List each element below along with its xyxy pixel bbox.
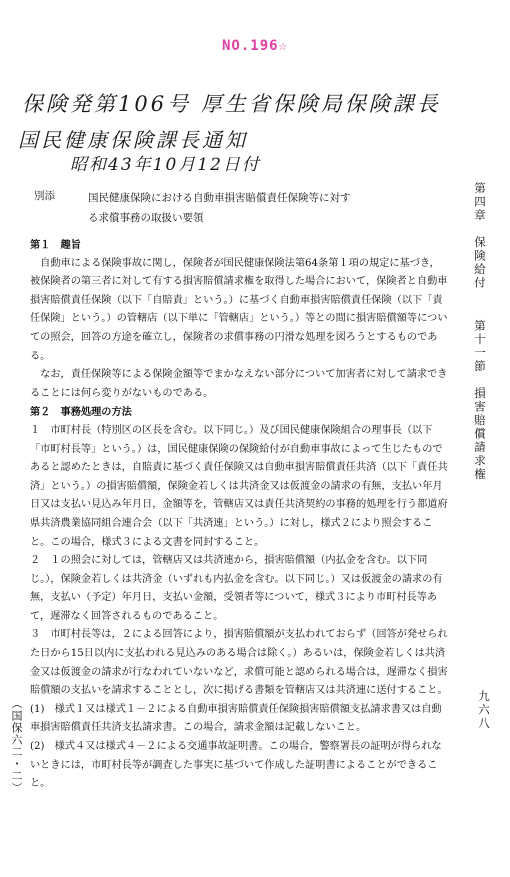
handwritten-note-line1: 保険発第106号 厚生省保険局保険課長 [22,92,441,116]
document-title-line2: る求償事務の取扱い要領 [88,212,204,224]
handwritten-note-line2: 国民健康保険課長通知 [18,128,248,152]
document-title [88,188,418,228]
paragraph: １ 市町村長（特別区の区長を含む。以下同じ。）及び国民健康保険組合の理事長（以下「市町村長等」という。）は，国民健康保険の保険給付が自動車事故によって生じたものであると認めたときは，自賠責に基づく責任保険又は自動車損害賠償責任共済（以下「責任共済」という。）の損害賠償額，保険金若しくは共済金又は仮渡金の請求の有無，支払い年月日又は支払い見込み年月日，金額等を，管轄店又は責任共済契約の事務的処理を行う都道府県共済農業協同組合連合会（以下「共済連」という。）に対し，様式２により照会すること。この場合，様式３による文書を同封すること。 [30,424,448,548]
chapter-label: 第四章 保険給付 [473,182,487,290]
page-folio: 九六八 [477,690,491,731]
section-heading: 第２ 事務処理の方法 [30,406,132,419]
document-body [30,236,448,794]
paragraph: なお，責任保険等による保険金額等でまかなえない部分について加害者に対して請求できることには何ら変りがないものである。 [30,369,448,399]
section-heading: 第１ 趣旨 [30,239,81,251]
document-title-line1: 国民健康保険における自動車損害賠償責任保険等に対す [88,192,351,204]
section-label: 第十一節 損害賠償請求権 [473,319,487,482]
attachment-label: 別添 [34,190,55,202]
paragraph: (2) 様式４又は様式４－２による交通事故証明書。この場合，警察署長の証明が得られないときには，市町村長等が調査した事実に基づいて作成した証明書によることができること。 [30,741,442,790]
paragraph: (1) 様式１又は様式１－２による自動車損害賠償責任保険損害賠償額支払請求書又は自動車損害賠償責任共済支払請求書。この場合，請求金額は記載しないこと。 [30,703,442,734]
paragraph: ２ １の照会に対しては，管轄店又は共済連から，損害賠償額（内払金を含む。以下同じ。），保険金若しくは共済金（いずれも内払金を含む。以下同じ。）又は仮渡金の請求の有無，支払い（予定）年月日，支払い金額，受領者等について，様式３により市町村長等あて，遅滞なく回答されるものであること。 [30,555,443,622]
paragraph: 自動車による保険事故に関し，保険者が国民健康保険法第64条第１項の規定に基づき，被保険者の第三者に対して有する損害賠償請求権を取得した場合において，保険者と自動車損害賠償責任保険（以下「自賠責」という。）に基づく自動車損害賠償責任保険（以下「責任保険」という。）の管轄店（以下単に「管轄店」という。）等との間に損害賠償額等についての照会，回答の方途を確立し，保険者の求償事務の円滑な処理を図ろうとするものである。 [30,257,448,362]
chapter-margin-header [472,182,488,481]
paragraph: ３ 市町村長等は，２による回答により，損害賠償額が支払われておらず（回答が発せられた日から15日以内に支払われる見込みのある場合は除く。）あるいは，保険金若しくは共済金又は仮渡金の請求が行なわれていないなど，求償可能と認められる場合は，遅滞なく損害賠償額の支払いを請求することとし，次に掲げる書類を管轄店又は共済連に送付すること。 [30,629,448,697]
handwritten-note-date: 昭和43年10月12日付 [70,155,261,175]
page-number: NO.196☆ [221,38,288,54]
margin-reference: （国保六二・二） [10,698,23,794]
